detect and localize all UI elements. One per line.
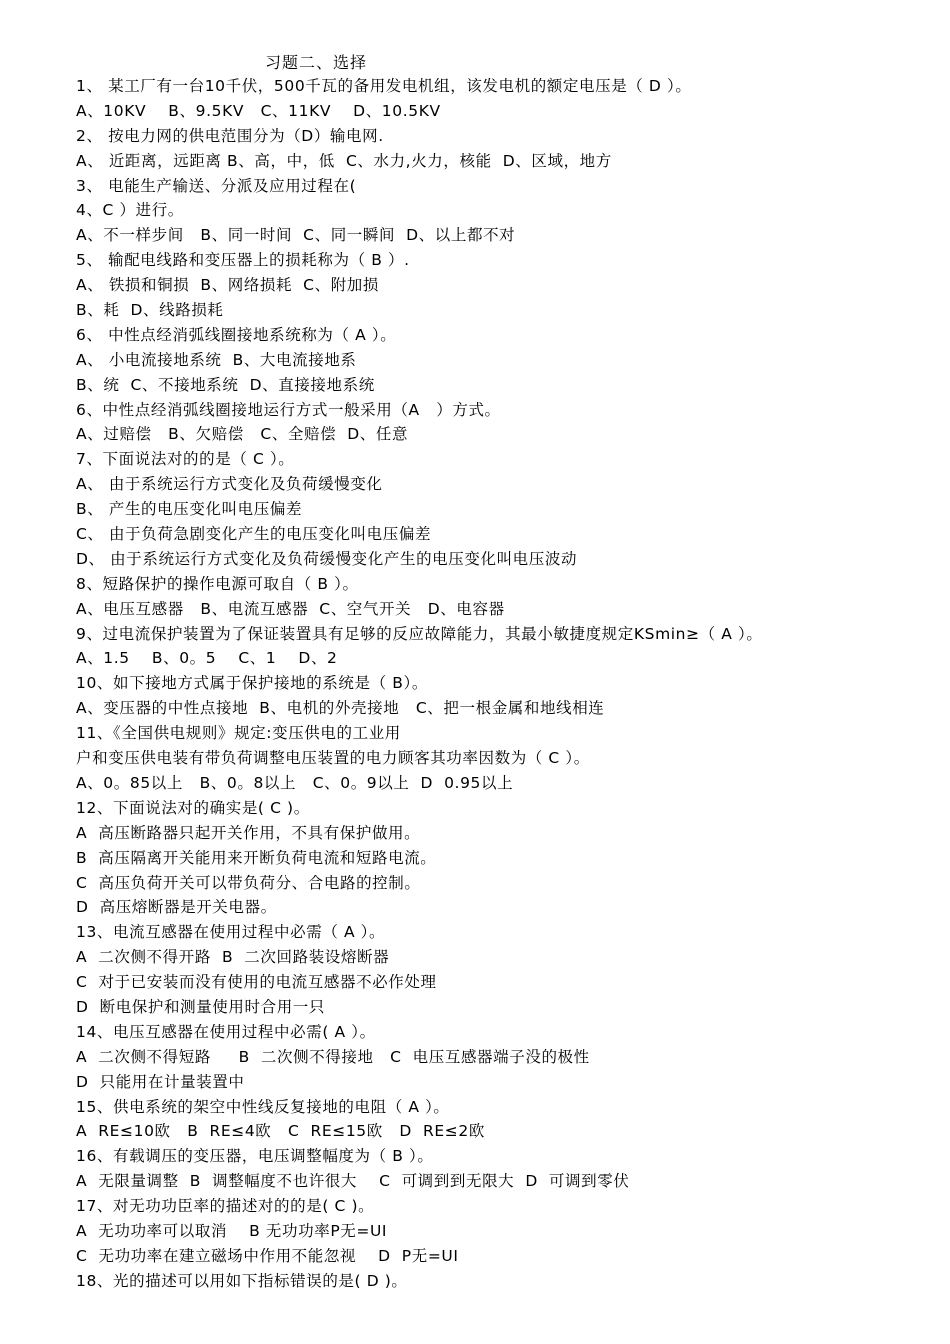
text-line: C、 由于负荷急剧变化产生的电压变化叫电压偏差	[76, 525, 432, 544]
text-line: A、10KV B、9.5KV C、11KV D、10.5KV	[76, 101, 441, 120]
text-line: A 高压断路器只起开关作用，不具有保护做用。	[76, 823, 421, 842]
document-title: 习题二、选择	[265, 53, 368, 72]
text-line: A、 由于系统运行方式变化及负荷缓慢变化	[76, 475, 383, 494]
text-line: 16、有载调压的变压器，电压调整幅度为（ B ）。	[76, 1147, 434, 1166]
text-line: 11、《全国供电规则》规定:变压供电的工业用	[76, 724, 401, 743]
text-line: 7、下面说法对的的是（ C ）。	[76, 450, 295, 469]
text-line: 6、中性点经消弧线圈接地运行方式一般采用（A ）方式。	[76, 400, 501, 419]
text-line: A、0。85以上 B、0。8以上 C、0。9以上 D 0.95以上	[76, 773, 514, 792]
text-line: A、 小电流接地系统 B、大电流接地系	[76, 350, 357, 369]
text-line: A、1.5 B、0。5 C、1 D、2	[76, 649, 338, 668]
text-line: B、 产生的电压变化叫电压偏差	[76, 500, 303, 519]
text-line: 4、C ）进行。	[76, 201, 184, 220]
text-line: A 无限量调整 B 调整幅度不也许很大 C 可调到到无限大 D 可调到零伏	[76, 1172, 630, 1191]
text-line: C 高压负荷开关可以带负荷分、合电路的控制。	[76, 873, 421, 892]
text-line: 6、 中性点经消弧线圈接地系统称为（ A ）。	[76, 325, 397, 344]
text-line: 3、 电能生产输送、分派及应用过程在(	[76, 176, 357, 195]
text-line: 10、如下接地方式属于保护接地的系统是（ B）。	[76, 674, 428, 693]
text-line: A、 铁损和铜损 B、网络损耗 C、附加损	[76, 276, 379, 295]
text-line: 14、电压互感器在使用过程中必需( A ）。	[76, 1022, 376, 1041]
text-line: 户和变压供电装有带负荷调整电压装置的电力顾客其功率因数为（ C ）。	[76, 749, 590, 768]
text-line: 12、下面说法对的确实是( C )。	[76, 798, 310, 817]
text-line: B、统 C、不接地系统 D、直接接地系统	[76, 375, 375, 394]
text-line: 9、过电流保护装置为了保证装置具有足够的反应故障能力，其最小敏捷度规定KSmin≥（ A ）。	[76, 624, 763, 643]
text-line: 15、供电系统的架空中性线反复接地的电阻（ A ）。	[76, 1097, 450, 1116]
text-line: A 二次侧不得短路 B 二次侧不得接地 C 电压互感器端子没的极性	[76, 1047, 590, 1066]
text-line: B 高压隔离开关能用来开断负荷电流和短路电流。	[76, 848, 437, 867]
text-line: 8、短路保护的操作电源可取自（ B ）。	[76, 574, 359, 593]
text-line: A、过赔偿 B、欠赔偿 C、全赔偿 D、任意	[76, 425, 409, 444]
text-line: 5、 输配电线路和变压器上的损耗称为（ B ）.	[76, 251, 410, 270]
text-line: C 无功功率在建立磁场中作用不能忽视 D P无=UI	[76, 1246, 459, 1265]
text-line: B、耗 D、线路损耗	[76, 301, 224, 320]
text-line: D 高压熔断器是开关电器。	[76, 898, 277, 917]
text-line: A、电压互感器 B、电流互感器 C、空气开关 D、电容器	[76, 599, 505, 618]
text-line: A、不一样步间 B、同一时间 C、同一瞬间 D、以上都不对	[76, 226, 516, 245]
text-line: 2、 按电力网的供电范围分为（D）输电网.	[76, 126, 384, 145]
question-list	[76, 74, 936, 1294]
text-line: 13、电流互感器在使用过程中必需（ A ）。	[76, 923, 386, 942]
text-line: A RE≤10欧 B RE≤4欧 C RE≤15欧 D RE≤2欧	[76, 1122, 485, 1141]
text-line: D 只能用在计量装置中	[76, 1072, 245, 1091]
text-line: 18、光的描述可以用如下指标错误的是( D )。	[76, 1271, 408, 1290]
text-line: C 对于已安装而没有使用的电流互感器不必作处理	[76, 973, 437, 992]
text-line: D 断电保护和测量使用时合用一只	[76, 997, 325, 1016]
text-line: 17、对无功功臣率的描述对的的是( C )。	[76, 1197, 375, 1216]
text-line: A 二次侧不得开路 B 二次回路装设熔断器	[76, 948, 390, 967]
text-line: D、 由于系统运行方式变化及负荷缓慢变化产生的电压变化叫电压波动	[76, 549, 578, 568]
text-line: A、变压器的中性点接地 B、电机的外壳接地 C、把一根金属和地线相连	[76, 699, 605, 718]
text-line: A、 近距离，远距离 B、高，中，低 C、水力,火力，核能 D、区域，地方	[76, 151, 612, 170]
text-line: 1、 某工厂有一台10千伏，500千瓦的备用发电机组，该发电机的额定电压是（ D ）。	[76, 77, 692, 95]
text-line: A 无功功率可以取消 B 无功功率P无=UI	[76, 1221, 388, 1240]
